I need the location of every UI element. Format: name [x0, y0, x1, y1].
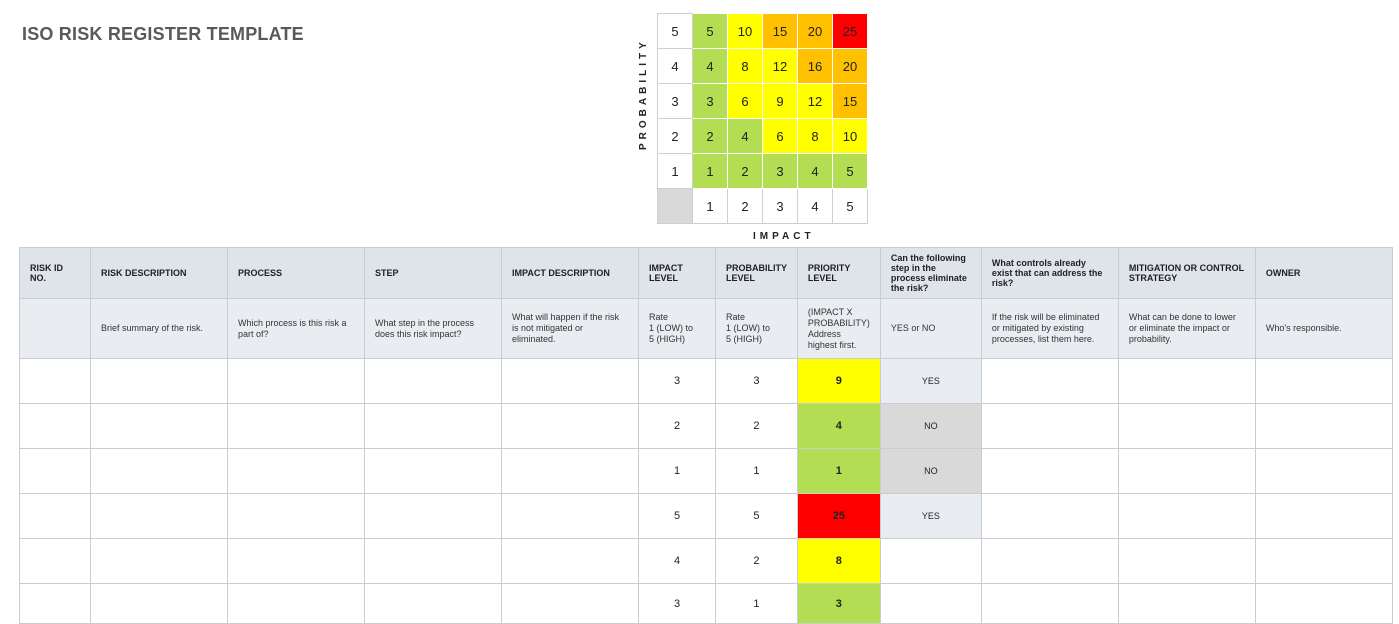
impact-value: 1	[693, 189, 728, 224]
editable-cell[interactable]	[20, 449, 91, 494]
editable-cell[interactable]	[365, 494, 502, 539]
editable-cell[interactable]	[502, 404, 639, 449]
priority-cell[interactable]: 9	[797, 359, 880, 404]
editable-cell[interactable]	[1118, 539, 1255, 584]
editable-cell[interactable]	[502, 449, 639, 494]
column-description: (IMPACT X PROBABILITY) Address highest first.	[797, 299, 880, 359]
editable-cell[interactable]	[981, 539, 1118, 584]
probability-value: 1	[658, 154, 693, 189]
eliminate-cell[interactable]	[880, 539, 981, 584]
editable-cell[interactable]	[91, 449, 228, 494]
editable-cell[interactable]	[1118, 449, 1255, 494]
column-header: PROBABILITY LEVEL	[716, 248, 798, 299]
probability-value: 2	[658, 119, 693, 154]
editable-cell[interactable]	[20, 494, 91, 539]
eliminate-cell[interactable]: YES	[880, 494, 981, 539]
probability-value: 3	[658, 84, 693, 119]
table-row	[20, 449, 1393, 494]
table-row	[20, 404, 1393, 449]
matrix-cell: 25	[833, 14, 868, 49]
probability-cell[interactable]: 3	[716, 359, 798, 404]
column-description: Who's responsible.	[1255, 299, 1392, 359]
probability-axis-label: PROBABILITY	[638, 38, 649, 150]
priority-cell[interactable]: 8	[797, 539, 880, 584]
column-description: What can be done to lower or eliminate the impact or probability.	[1118, 299, 1255, 359]
editable-cell[interactable]	[365, 449, 502, 494]
column-header: What controls already exist that can address the risk?	[981, 248, 1118, 299]
matrix-cell: 20	[798, 14, 833, 49]
impact-cell[interactable]: 4	[639, 539, 716, 584]
table-row	[20, 359, 1393, 404]
matrix-cell: 8	[728, 49, 763, 84]
editable-cell[interactable]	[1255, 494, 1392, 539]
editable-cell[interactable]	[1118, 359, 1255, 404]
column-header: PROCESS	[228, 248, 365, 299]
editable-cell[interactable]	[228, 539, 365, 584]
matrix-cell: 5	[693, 14, 728, 49]
impact-value: 2	[728, 189, 763, 224]
matrix-cell: 2	[693, 119, 728, 154]
header-row	[20, 248, 1393, 299]
matrix-cell: 16	[798, 49, 833, 84]
column-description: What step in the process does this risk impact?	[365, 299, 502, 359]
priority-cell[interactable]: 1	[797, 449, 880, 494]
matrix-cell: 8	[798, 119, 833, 154]
matrix-cell: 9	[763, 84, 798, 119]
eliminate-cell[interactable]: NO	[880, 449, 981, 494]
editable-cell[interactable]	[1255, 449, 1392, 494]
eliminate-cell[interactable]: YES	[880, 359, 981, 404]
column-description: What will happen if the risk is not mitigated or eliminated.	[502, 299, 639, 359]
matrix-corner	[658, 189, 693, 224]
matrix-row	[658, 14, 868, 49]
editable-cell[interactable]	[981, 494, 1118, 539]
editable-cell[interactable]	[1118, 494, 1255, 539]
page-title: ISO RISK REGISTER TEMPLATE	[22, 24, 304, 44]
probability-cell[interactable]: 5	[716, 494, 798, 539]
probability-value: 4	[658, 49, 693, 84]
column-description: Rate 1 (LOW) to 5 (HIGH)	[716, 299, 798, 359]
table-row	[20, 539, 1393, 584]
probability-cell[interactable]: 2	[716, 404, 798, 449]
column-description: Brief summary of the risk.	[91, 299, 228, 359]
editable-cell[interactable]	[91, 359, 228, 404]
priority-cell[interactable]: 3	[797, 584, 880, 624]
editable-cell[interactable]	[20, 359, 91, 404]
probability-value: 5	[658, 14, 693, 49]
impact-cell[interactable]: 5	[639, 494, 716, 539]
column-description: YES or NO	[880, 299, 981, 359]
column-header: Can the following step in the process eliminate the risk?	[880, 248, 981, 299]
column-header: MITIGATION OR CONTROL STRATEGY	[1118, 248, 1255, 299]
description-row	[20, 299, 1393, 359]
matrix-cell: 4	[693, 49, 728, 84]
column-header: RISK DESCRIPTION	[91, 248, 228, 299]
matrix-cell: 4	[798, 154, 833, 189]
editable-cell[interactable]	[365, 359, 502, 404]
matrix-cell: 10	[728, 14, 763, 49]
matrix-row	[658, 154, 868, 189]
matrix-cell: 15	[763, 14, 798, 49]
editable-cell[interactable]	[228, 359, 365, 404]
editable-cell[interactable]	[228, 449, 365, 494]
editable-cell[interactable]	[502, 494, 639, 539]
editable-cell[interactable]	[228, 404, 365, 449]
column-description: Rate 1 (LOW) to 5 (HIGH)	[639, 299, 716, 359]
editable-cell[interactable]	[502, 359, 639, 404]
editable-cell[interactable]	[981, 449, 1118, 494]
column-header: OWNER	[1255, 248, 1392, 299]
editable-cell[interactable]	[981, 404, 1118, 449]
editable-cell[interactable]	[502, 539, 639, 584]
risk-matrix	[657, 13, 868, 224]
impact-value: 5	[833, 189, 868, 224]
impact-cell[interactable]: 3	[639, 359, 716, 404]
matrix-cell: 6	[728, 84, 763, 119]
matrix-cell: 10	[833, 119, 868, 154]
eliminate-cell[interactable]: NO	[880, 404, 981, 449]
column-header: PRIORITY LEVEL	[797, 248, 880, 299]
column-header: IMPACT LEVEL	[639, 248, 716, 299]
column-header: IMPACT DESCRIPTION	[502, 248, 639, 299]
editable-cell[interactable]	[981, 359, 1118, 404]
matrix-row	[658, 49, 868, 84]
impact-value: 4	[798, 189, 833, 224]
column-description: Which process is this risk a part of?	[228, 299, 365, 359]
editable-cell[interactable]	[228, 494, 365, 539]
editable-cell[interactable]	[20, 539, 91, 584]
probability-cell[interactable]: 1	[716, 584, 798, 624]
priority-cell[interactable]: 25	[797, 494, 880, 539]
editable-cell[interactable]	[91, 539, 228, 584]
column-description: If the risk will be eliminated or mitigated by existing processes, list them here.	[981, 299, 1118, 359]
editable-cell[interactable]	[1255, 359, 1392, 404]
matrix-cell: 12	[798, 84, 833, 119]
matrix-cell: 6	[763, 119, 798, 154]
matrix-cell: 12	[763, 49, 798, 84]
impact-cell[interactable]: 3	[639, 584, 716, 624]
editable-cell[interactable]	[1118, 404, 1255, 449]
probability-cell[interactable]: 2	[716, 539, 798, 584]
editable-cell[interactable]	[1255, 404, 1392, 449]
column-header: RISK ID NO.	[20, 248, 91, 299]
matrix-row	[658, 119, 868, 154]
impact-cell[interactable]: 1	[639, 449, 716, 494]
impact-value: 3	[763, 189, 798, 224]
editable-cell[interactable]	[1255, 539, 1392, 584]
impact-row	[658, 189, 868, 224]
editable-cell[interactable]	[365, 404, 502, 449]
editable-cell[interactable]	[91, 494, 228, 539]
matrix-cell: 2	[728, 154, 763, 189]
table-row	[20, 494, 1393, 539]
matrix-cell: 5	[833, 154, 868, 189]
editable-cell[interactable]	[20, 404, 91, 449]
column-description	[20, 299, 91, 359]
priority-cell[interactable]: 4	[797, 404, 880, 449]
impact-axis-label: IMPACT	[753, 231, 815, 242]
matrix-cell: 15	[833, 84, 868, 119]
matrix-cell: 4	[728, 119, 763, 154]
editable-cell[interactable]	[365, 539, 502, 584]
risk-register-table	[19, 247, 1393, 624]
matrix-cell: 20	[833, 49, 868, 84]
probability-cell[interactable]: 1	[716, 449, 798, 494]
impact-cell[interactable]: 2	[639, 404, 716, 449]
column-header: STEP	[365, 248, 502, 299]
matrix-cell: 3	[693, 84, 728, 119]
matrix-cell: 3	[763, 154, 798, 189]
matrix-row	[658, 84, 868, 119]
matrix-cell: 1	[693, 154, 728, 189]
editable-cell[interactable]	[91, 404, 228, 449]
